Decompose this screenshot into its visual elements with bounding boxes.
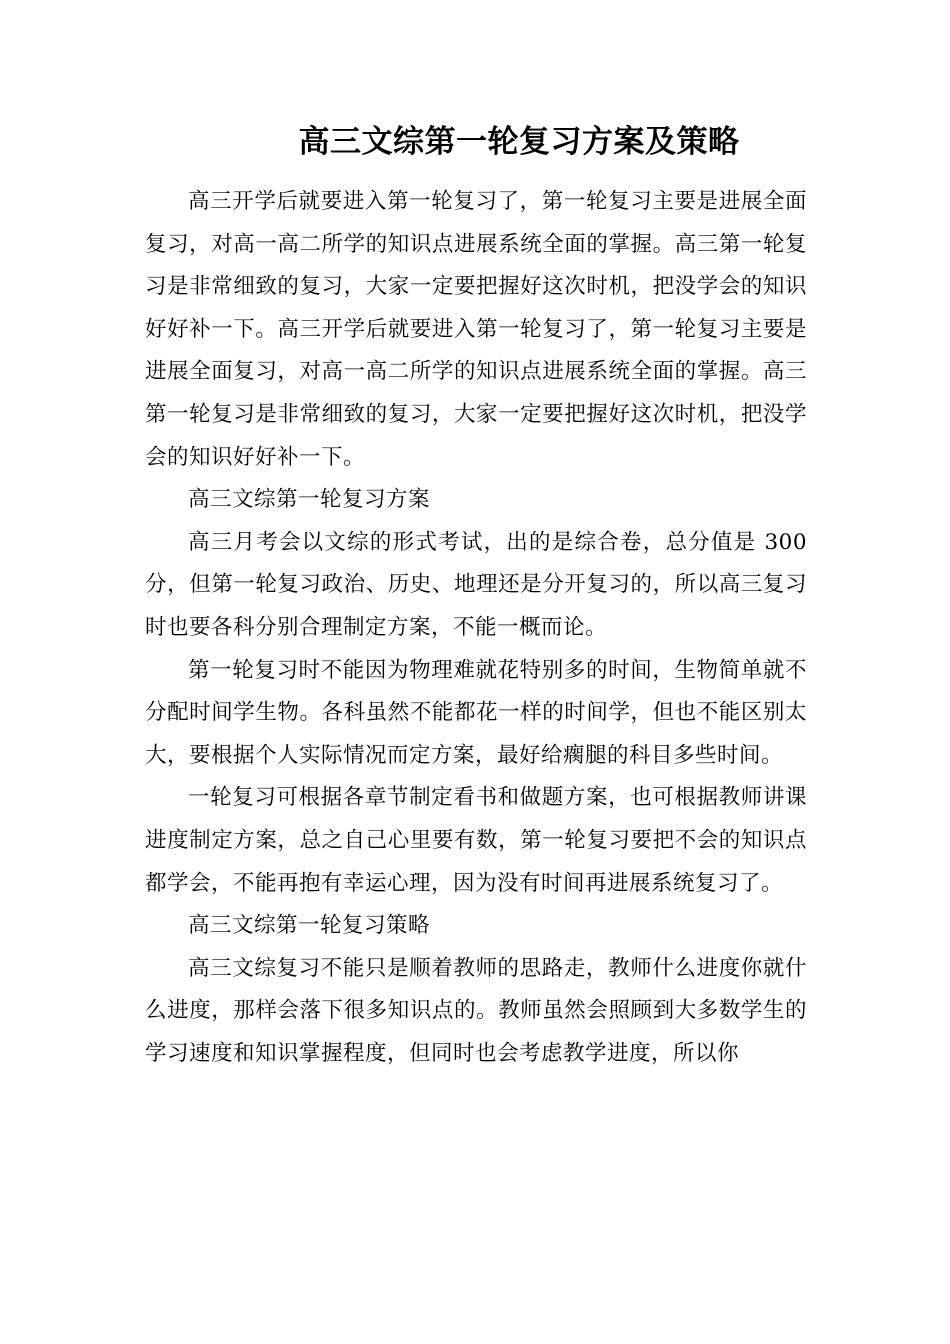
paragraph-time-allocation: 第一轮复习时不能因为物理难就花特别多的时间，生物简单就不分配时间学生物。各科虽然不能都花一样的时间学，但也不能区别太大，要根据个人实际情况而定方案，最好给瘸腿的科目多些时间。 xyxy=(145,657,807,768)
paragraph-chapter-plan: 一轮复习可根据各章节制定看书和做题方案，也可根据教师讲课进度制定方案，总之自己心里要有数，第一轮复习要把不会的知识点都学会，不能再抱有幸运心理，因为没有时间再进展系统复习了。 xyxy=(145,785,807,896)
paragraph-exam-format: 高三月考会以文综的形式考试，出的是综合卷，总分值是 300 分，但第一轮复习政治、历史、地理还是分开复习的，所以高三复习时也要各科分别合理制定方案，不能一概而论。 xyxy=(145,529,807,640)
paragraph-strategy: 高三文综复习不能只是顺着教师的思路走，教师什么进度你就什么进度，那样会落下很多知识点的。教师虽然会照顾到大多数学生的学习速度和知识掌握程度，但同时也会考虑教学进度，所以你 xyxy=(145,955,807,1066)
document-body xyxy=(145,181,807,1075)
section-heading-plan: 高三文综第一轮复习方案 xyxy=(188,487,431,513)
section-heading-strategy: 高三文综第一轮复习策略 xyxy=(188,913,431,939)
document-title: 高三文综第一轮复习方案及策略 xyxy=(298,124,740,160)
paragraph-intro: 高三开学后就要进入第一轮复习了，第一轮复习主要是进展全面复习，对高一高二所学的知识点进展系统全面的掌握。高三第一轮复习是非常细致的复习，大家一定要把握好这次时机，把没学会的知识好好补一下。高三开学后就要进入第一轮复习了，第一轮复习主要是进展全面复习，对高一高二所学的知识点进展系统全面的掌握。高三第一轮复习是非常细致的复习，大家一定要把握好这次时机，把没学会的知识好好补一下。 xyxy=(145,189,807,470)
